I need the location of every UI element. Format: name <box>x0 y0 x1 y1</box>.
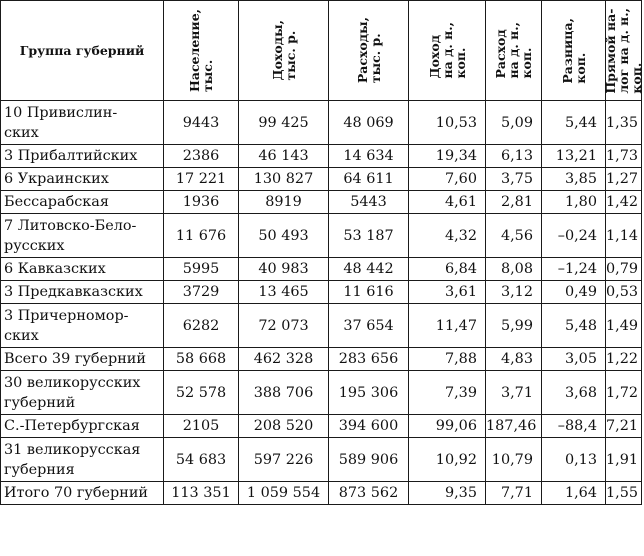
column-header-income <box>239 1 329 101</box>
cell-group: Итого 70 губерний <box>1 482 164 505</box>
cell-expense-per-capita: 3,12 <box>486 281 542 304</box>
column-header-difference <box>542 1 606 101</box>
column-header-population-text: Население, тыс. <box>187 9 215 92</box>
cell-population: 2105 <box>164 415 239 438</box>
column-header-income-per-capita-text: Доход на д. н., коп. <box>426 22 468 79</box>
cell-group: Всего 39 губерний <box>1 348 164 371</box>
table-row <box>1 214 642 258</box>
column-header-income-text: Доходы, тыс. р. <box>269 20 298 81</box>
cell-difference: 3,05 <box>542 348 606 371</box>
cell-income: 46 143 <box>239 145 329 168</box>
column-header-expense <box>329 1 409 101</box>
cell-direct-tax: 1,49 <box>606 304 642 348</box>
cell-direct-tax: 1,14 <box>606 214 642 258</box>
cell-group: 7 Литовско-Бело- русских <box>1 214 164 258</box>
table-row <box>1 415 642 438</box>
cell-expense-per-capita: 10,79 <box>486 438 542 482</box>
table-row <box>1 258 642 281</box>
cell-income-per-capita: 4,61 <box>409 191 486 214</box>
cell-group: 3 Предкавказских <box>1 281 164 304</box>
cell-direct-tax: 7,21 <box>606 415 642 438</box>
cell-expense: 37 654 <box>329 304 409 348</box>
cell-difference: 3,85 <box>542 168 606 191</box>
cell-expense: 5443 <box>329 191 409 214</box>
cell-expense-per-capita: 2,81 <box>486 191 542 214</box>
table-row <box>1 371 642 415</box>
cell-population: 5995 <box>164 258 239 281</box>
cell-expense-per-capita: 3,71 <box>486 371 542 415</box>
table-row <box>1 101 642 145</box>
cell-population: 58 668 <box>164 348 239 371</box>
cell-expense-per-capita: 6,13 <box>486 145 542 168</box>
cell-expense-per-capita: 5,99 <box>486 304 542 348</box>
cell-population: 11 676 <box>164 214 239 258</box>
cell-group: 6 Кавказских <box>1 258 164 281</box>
cell-expense: 394 600 <box>329 415 409 438</box>
table-row <box>1 482 642 505</box>
cell-income: 1 059 554 <box>239 482 329 505</box>
cell-expense: 283 656 <box>329 348 409 371</box>
cell-expense-per-capita: 4,56 <box>486 214 542 258</box>
cell-population: 6282 <box>164 304 239 348</box>
cell-direct-tax: 1,73 <box>606 145 642 168</box>
table-row <box>1 438 642 482</box>
cell-direct-tax: 0,53 <box>606 281 642 304</box>
cell-population: 54 683 <box>164 438 239 482</box>
table-row <box>1 168 642 191</box>
cell-difference: 13,21 <box>542 145 606 168</box>
cell-population: 3729 <box>164 281 239 304</box>
column-header-expense-text: Расходы, тыс. р. <box>354 17 383 84</box>
cell-expense: 14 634 <box>329 145 409 168</box>
table-row <box>1 145 642 168</box>
cell-direct-tax: 1,42 <box>606 191 642 214</box>
cell-group: 3 Причерномор- ских <box>1 304 164 348</box>
cell-income: 597 226 <box>239 438 329 482</box>
cell-income-per-capita: 6,84 <box>409 258 486 281</box>
cell-difference: 5,48 <box>542 304 606 348</box>
cell-expense-per-capita: 7,71 <box>486 482 542 505</box>
cell-income: 72 073 <box>239 304 329 348</box>
cell-group: 31 великорусская губерния <box>1 438 164 482</box>
cell-expense-per-capita: 4,83 <box>486 348 542 371</box>
cell-difference: 5,44 <box>542 101 606 145</box>
cell-group: 30 великорусских губерний <box>1 371 164 415</box>
cell-income-per-capita: 3,61 <box>409 281 486 304</box>
cell-difference: 0,49 <box>542 281 606 304</box>
cell-income: 99 425 <box>239 101 329 145</box>
cell-difference: –0,24 <box>542 214 606 258</box>
cell-direct-tax: 1,55 <box>606 482 642 505</box>
cell-income-per-capita: 9,35 <box>409 482 486 505</box>
cell-direct-tax: 1,22 <box>606 348 642 371</box>
cell-expense-per-capita: 187,46 <box>486 415 542 438</box>
cell-difference: 0,13 <box>542 438 606 482</box>
cell-income: 8919 <box>239 191 329 214</box>
cell-income-per-capita: 99,06 <box>409 415 486 438</box>
cell-population: 1936 <box>164 191 239 214</box>
column-header-expense-per-capita <box>486 1 542 101</box>
cell-income: 130 827 <box>239 168 329 191</box>
cell-population: 17 221 <box>164 168 239 191</box>
column-header-population <box>164 1 239 101</box>
column-header-group: Группа губерний <box>1 1 164 101</box>
table-row <box>1 281 642 304</box>
cell-expense: 589 906 <box>329 438 409 482</box>
cell-difference: 3,68 <box>542 371 606 415</box>
table-row <box>1 191 642 214</box>
cell-income-per-capita: 7,39 <box>409 371 486 415</box>
cell-difference: –1,24 <box>542 258 606 281</box>
cell-expense: 195 306 <box>329 371 409 415</box>
cell-income-per-capita: 10,53 <box>409 101 486 145</box>
cell-group: 10 Привислин- ских <box>1 101 164 145</box>
cell-difference: –88,4 <box>542 415 606 438</box>
cell-direct-tax: 1,91 <box>606 438 642 482</box>
cell-group: Бессарабская <box>1 191 164 214</box>
cell-expense-per-capita: 5,09 <box>486 101 542 145</box>
cell-group: 6 Украинских <box>1 168 164 191</box>
cell-expense: 64 611 <box>329 168 409 191</box>
cell-expense: 873 562 <box>329 482 409 505</box>
cell-difference: 1,80 <box>542 191 606 214</box>
table-row <box>1 348 642 371</box>
cell-income: 462 328 <box>239 348 329 371</box>
cell-income: 50 493 <box>239 214 329 258</box>
cell-difference: 1,64 <box>542 482 606 505</box>
cell-income-per-capita: 7,60 <box>409 168 486 191</box>
table-row <box>1 304 642 348</box>
cell-income-per-capita: 4,32 <box>409 214 486 258</box>
cell-group: 3 Прибалтийских <box>1 145 164 168</box>
column-header-income-per-capita <box>409 1 486 101</box>
column-header-difference-text: Разница, коп. <box>559 17 588 84</box>
column-header-direct-tax-text: Прямой на- лог на д. н., коп. <box>603 7 644 94</box>
cell-income: 40 983 <box>239 258 329 281</box>
column-header-direct-tax <box>603 1 644 101</box>
cell-income-per-capita: 7,88 <box>409 348 486 371</box>
cell-expense: 53 187 <box>329 214 409 258</box>
cell-population: 2386 <box>164 145 239 168</box>
cell-income: 13 465 <box>239 281 329 304</box>
cell-direct-tax: 1,35 <box>606 101 642 145</box>
cell-expense-per-capita: 8,08 <box>486 258 542 281</box>
cell-income: 388 706 <box>239 371 329 415</box>
cell-group: С.-Петербургская <box>1 415 164 438</box>
cell-expense-per-capita: 3,75 <box>486 168 542 191</box>
cell-population: 113 351 <box>164 482 239 505</box>
cell-expense: 11 616 <box>329 281 409 304</box>
cell-expense: 48 442 <box>329 258 409 281</box>
table-header-row <box>1 1 642 101</box>
column-header-expense-per-capita-text: Расход на д. н., коп. <box>493 22 534 79</box>
cell-direct-tax: 1,27 <box>606 168 642 191</box>
cell-income-per-capita: 19,34 <box>409 145 486 168</box>
cell-direct-tax: 1,72 <box>606 371 642 415</box>
cell-population: 9443 <box>164 101 239 145</box>
cell-expense: 48 069 <box>329 101 409 145</box>
cell-income: 208 520 <box>239 415 329 438</box>
cell-income-per-capita: 10,92 <box>409 438 486 482</box>
cell-income-per-capita: 11,47 <box>409 304 486 348</box>
cell-direct-tax: 0,79 <box>606 258 642 281</box>
cell-population: 52 578 <box>164 371 239 415</box>
